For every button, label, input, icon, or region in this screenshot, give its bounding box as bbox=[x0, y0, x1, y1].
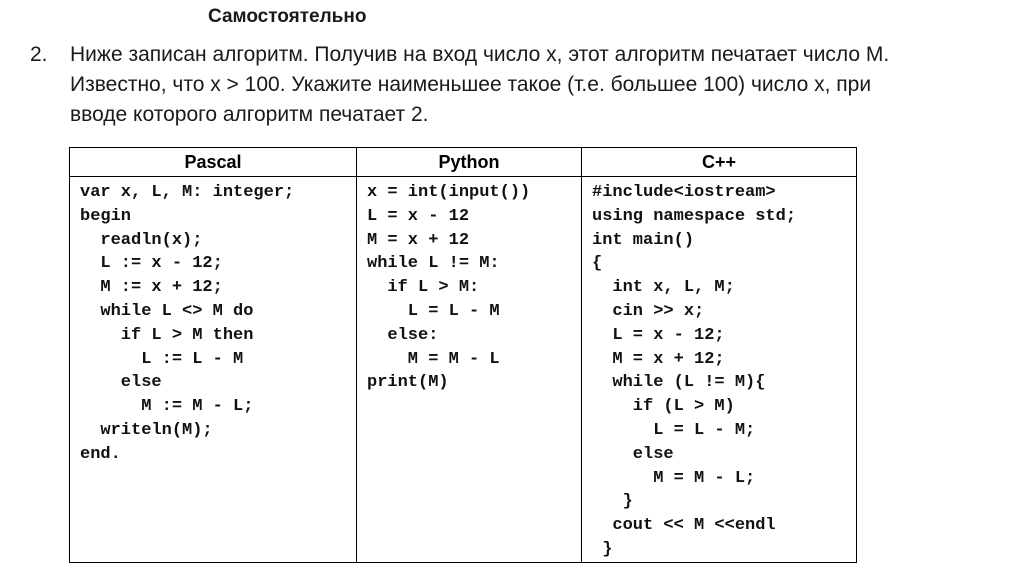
code-table bbox=[69, 147, 857, 563]
heading: Самостоятельно bbox=[208, 6, 367, 27]
task-text bbox=[70, 40, 1010, 130]
pascal-code: var x, L, M: integer; begin readln(x); L := x - 12; M := x + 12; while L <> M do if L > M then L := L - M else M := M - L; writeln(M); end. bbox=[80, 183, 295, 464]
task-line-2: Известно, что x > 100. Укажите наименьшее такое (т.е. большее 100) число x, при bbox=[70, 73, 872, 96]
task-line-1: Ниже записан алгоритм. Получив на вход число x, этот алгоритм печатает число M. bbox=[70, 43, 890, 66]
cpp-code: #include<iostream> using namespace std; int main() { int x, L, M; cin >> x; L = x - 12; M = x + 12; while (L != M){ if (L > M) L = L - M; else M = M - L; } cout << M <<endl } bbox=[592, 183, 797, 559]
table-code-row bbox=[70, 177, 857, 563]
python-cell bbox=[357, 177, 582, 563]
task-line-3: вводе которого алгоритм печатает 2. bbox=[70, 103, 429, 126]
header-python: Python bbox=[357, 148, 582, 177]
pascal-cell bbox=[70, 177, 357, 563]
table-header-row bbox=[70, 148, 857, 177]
task-number: 2. bbox=[30, 43, 48, 66]
cpp-cell bbox=[582, 177, 857, 563]
python-code: x = int(input()) L = x - 12 M = x + 12 while L != M: if L > M: L = L - M else: M = M - L print(M) bbox=[367, 183, 531, 393]
header-pascal: Pascal bbox=[70, 148, 357, 177]
header-cpp: C++ bbox=[582, 148, 857, 177]
